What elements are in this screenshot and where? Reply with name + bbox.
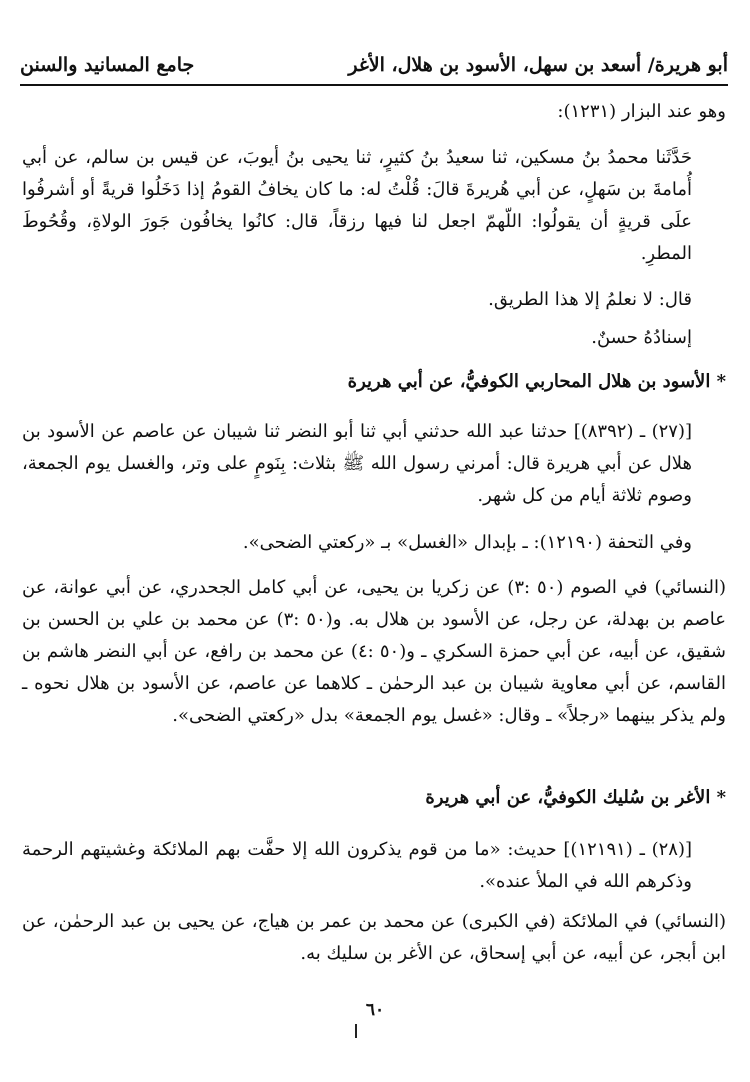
margin-mark — [355, 1024, 357, 1038]
header-left-title: جامع المسانيد والسنن — [20, 54, 195, 76]
paragraph: إسنادُهُ حسنٌ. — [591, 327, 692, 348]
bazzar-comment — [22, 284, 726, 316]
nasai-takhrij — [22, 572, 726, 732]
section-heading: * الأغر بن سُليك الكوفيُّ، عن أبي هريرة — [425, 787, 726, 808]
tuhfa-note — [22, 527, 726, 559]
paragraph: وهو عند البزار (١٢٣١): — [557, 101, 726, 122]
section-heading-aswad — [22, 366, 726, 398]
paragraph: (النسائي) في الملائكة (في الكبرى) عن محمد بن عمر بن هياج، عن يحيى بن عبد الرحمٰن، عن ابن أبجر، عن أبيه، عن أبي إسحاق، عن الأغر بن سليك به. — [22, 911, 726, 964]
isnad-grade — [22, 322, 726, 354]
page-number: ٦٠ — [365, 1000, 385, 1020]
running-header — [20, 50, 728, 86]
section-heading: * الأسود بن هلال المحاربي الكوفيُّ، عن أبي هريرة — [347, 371, 726, 392]
paragraph: وفي التحفة (١٢١٩٠): ـ بإبدال «الغسل» بـ «ركعتي الضحى». — [242, 532, 692, 553]
paragraph: (النسائي) في الصوم (٥٠ :٣) عن زكريا بن يحيى، عن أبي كامل الجحدري، عن أبي عوانة، عن عاصم بن بهدلة، عن رجل، عن الأسود بن هلال به. و(٥٠ :٣) عن محمد بن علي بن الحسن بن شقيق، عن أبيه، عن أبي حمزة السكري ـ و(٥٠ :٤) عن محمد بن رافع، عن أبي النضر هاشم بن القاسم، عن أبي معاوية شيبان بن عبد الرحمٰن ـ كلاهما عن عاصم، عن الأسود بن هلال نحوه ـ ولم يذكر بينهما «رجلاً» ـ وقال: «غسل يوم الجمعة» بدل «ركعتي الضحى». — [22, 577, 727, 726]
paragraph: حَدَّثَنا محمدُ بنُ مسكين، ثنا سعيدُ بنُ كثيرٍ، ثنا يحيى بنُ أيوبَ، عن قيس بن سالم، عن أبي أُمامةَ بن سَهلٍ، عن أبي هُريرةَ قالَ: قُلْتُ له: ما كان يخافُ القومُ إذا دَخَلُوا قريةً أو أشرفُوا علَى قريةٍ أن يقولُوا: اللّهمّ اجعل لنا فيها رزقاً، قال: كانُوا يخافُون جَورَ الولاةِ، وقُحُوطَ المطرِ. — [22, 147, 692, 264]
hadith-text — [22, 142, 726, 270]
nasai-kubra-takhrij — [22, 906, 726, 970]
bazzar-intro — [22, 96, 726, 128]
hadith-27 — [22, 416, 726, 512]
paragraph: قال: لا نعلمُ إلا هذا الطريق. — [488, 289, 692, 310]
hadith-28 — [22, 834, 726, 898]
header-right-title: أبو هريرة/ أسعد بن سهل، الأسود بن هلال، الأغر — [348, 54, 728, 76]
paragraph: [(٢٨) ـ (١٢١٩١)] حديث: «ما من قوم يذكرون الله إلا حفَّت بهم الملائكة وغشيتهم الرحمة وذكرهم الله في الملأ عنده». — [22, 839, 693, 892]
paragraph: [(٢٧) ـ (٨٣٩٢)] حدثنا عبد الله حدثني أبي ثنا أبو النضر ثنا شيبان عن عاصم عن الأسود بن هلال عن أبي هريرة قال: أمرني رسول الله ﷺ بثلاث: بِنَومٍ على وتر، والغسل يوم الجمعة، وصوم ثلاثة أيام من كل شهر. — [22, 421, 693, 506]
section-heading-agharr — [22, 782, 726, 814]
